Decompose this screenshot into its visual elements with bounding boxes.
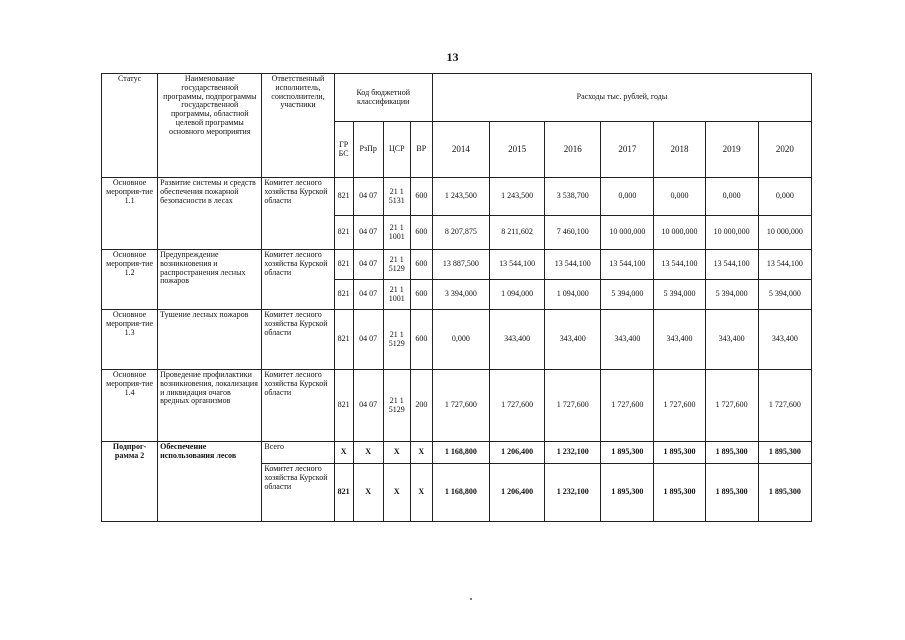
cell-grbs: 821 [334, 178, 353, 216]
scan-dot [470, 598, 472, 600]
cell-value: 1 895,300 [601, 442, 654, 464]
cell-value: 13 544,100 [490, 250, 545, 280]
row-executor: Комитет лесного хозяйства Курской области [262, 310, 334, 370]
cell-vr: 600 [410, 250, 432, 280]
header-code-grbs: ГР БС [334, 122, 353, 178]
cell-value: 8 207,875 [432, 216, 489, 250]
cell-vr: 600 [410, 280, 432, 310]
table-body [102, 178, 812, 522]
row-executor: Всего [262, 442, 334, 464]
cell-value: 0,000 [705, 178, 758, 216]
cell-value: 1 206,400 [490, 442, 545, 464]
cell-vr: 200 [410, 370, 432, 442]
cell-value: 343,400 [490, 310, 545, 370]
header-year-2017: 2017 [601, 122, 654, 178]
cell-value: 1 232,100 [545, 442, 601, 464]
cell-value: 1 895,300 [654, 442, 705, 464]
header-code-rzpr: РзПр [353, 122, 383, 178]
cell-value: 1 727,600 [545, 370, 601, 442]
cell-value: 3 538,700 [545, 178, 601, 216]
cell-vr: 600 [410, 178, 432, 216]
cell-value: 343,400 [705, 310, 758, 370]
cell-value: 5 394,000 [601, 280, 654, 310]
cell-grbs: 821 [334, 216, 353, 250]
header-year-2014: 2014 [432, 122, 489, 178]
cell-value: 10 000,000 [705, 216, 758, 250]
row-status: Подпрог-рамма 2 [102, 442, 158, 522]
header-status: Статус [102, 74, 158, 178]
header-name: Наименование государственной программы, подпрограммы государственной программы, областной целевой программы основного мероприятия [158, 74, 262, 178]
table-row [102, 442, 812, 464]
cell-value: 13 544,100 [601, 250, 654, 280]
cell-value: 0,000 [432, 310, 489, 370]
cell-value: 1 895,300 [601, 464, 654, 522]
header-year-2018: 2018 [654, 122, 705, 178]
cell-rzpr: X [353, 464, 383, 522]
cell-rzpr: 04 07 [353, 280, 383, 310]
cell-value: 1 094,000 [490, 280, 545, 310]
cell-value: 343,400 [545, 310, 601, 370]
cell-value: 5 394,000 [758, 280, 811, 310]
cell-value: 1 727,600 [490, 370, 545, 442]
cell-value: 10 000,000 [758, 216, 811, 250]
cell-value: 13 544,100 [758, 250, 811, 280]
cell-csr: 21 1 5131 [383, 178, 410, 216]
table-row [102, 310, 812, 370]
cell-rzpr: 04 07 [353, 178, 383, 216]
cell-rzpr: 04 07 [353, 250, 383, 280]
cell-rzpr: X [353, 442, 383, 464]
cell-csr: 21 1 1001 [383, 216, 410, 250]
row-name: Проведение профилактики возникновения, локализация и ликвидация очагов вредных организмов [158, 370, 262, 442]
row-executor: Комитет лесного хозяйства Курской области [262, 370, 334, 442]
cell-grbs: 821 [334, 280, 353, 310]
row-status: Основное мероприя-тие 1.1 [102, 178, 158, 250]
cell-csr: 21 1 5129 [383, 250, 410, 280]
row-executor: Комитет лесного хозяйства Курской области [262, 464, 334, 522]
table-header [102, 74, 812, 178]
cell-value: 1 727,600 [758, 370, 811, 442]
cell-value: 1 895,300 [758, 442, 811, 464]
row-name: Тушение лесных пожаров [158, 310, 262, 370]
header-year-2020: 2020 [758, 122, 811, 178]
cell-rzpr: 04 07 [353, 310, 383, 370]
cell-value: 1 895,300 [705, 464, 758, 522]
cell-value: 343,400 [654, 310, 705, 370]
cell-value: 1 168,800 [432, 464, 489, 522]
header-year-2019: 2019 [705, 122, 758, 178]
cell-value: 3 394,000 [432, 280, 489, 310]
cell-csr: X [383, 464, 410, 522]
cell-value: 1 243,500 [432, 178, 489, 216]
cell-grbs: 821 [334, 464, 353, 522]
header-code-csr: ЦСР [383, 122, 410, 178]
cell-value: 10 000,000 [601, 216, 654, 250]
cell-value: 1 232,100 [545, 464, 601, 522]
cell-value: 1 727,600 [705, 370, 758, 442]
row-status: Основное мероприя-тие 1.3 [102, 310, 158, 370]
table-row [102, 370, 812, 442]
cell-value: 0,000 [758, 178, 811, 216]
cell-csr: X [383, 442, 410, 464]
cell-value: 1 895,300 [758, 464, 811, 522]
cell-value: 13 887,500 [432, 250, 489, 280]
cell-value: 5 394,000 [654, 280, 705, 310]
header-executor: Ответственный исполнитель, соисполнители, участники [262, 74, 334, 178]
cell-value: 1 727,600 [601, 370, 654, 442]
cell-value: 1 727,600 [654, 370, 705, 442]
cell-vr: X [410, 464, 432, 522]
cell-value: 343,400 [601, 310, 654, 370]
header-code-vr: ВР [410, 122, 432, 178]
cell-grbs: 821 [334, 370, 353, 442]
row-executor: Комитет лесного хозяйства Курской области [262, 178, 334, 250]
row-status: Основное мероприя-тие 1.4 [102, 370, 158, 442]
cell-csr: 21 1 5129 [383, 310, 410, 370]
cell-value: 1 727,600 [432, 370, 489, 442]
cell-value: 343,400 [758, 310, 811, 370]
row-name: Предупреждение возникновения и распространения лесных пожаров [158, 250, 262, 310]
cell-value: 8 211,602 [490, 216, 545, 250]
cell-grbs: 821 [334, 310, 353, 370]
cell-csr: 21 1 1001 [383, 280, 410, 310]
table-row [102, 250, 812, 280]
cell-value: 0,000 [654, 178, 705, 216]
cell-value: 13 544,100 [654, 250, 705, 280]
cell-grbs: 821 [334, 250, 353, 280]
cell-value: 0,000 [601, 178, 654, 216]
header-expenses: Расходы тыс. рублей, годы [432, 74, 811, 122]
cell-vr: 600 [410, 310, 432, 370]
cell-value: 7 460,100 [545, 216, 601, 250]
header-year-2015: 2015 [490, 122, 545, 178]
row-status: Основное мероприя-тие 1.2 [102, 250, 158, 310]
cell-value: 1 895,300 [654, 464, 705, 522]
cell-value: 13 544,100 [705, 250, 758, 280]
cell-rzpr: 04 07 [353, 370, 383, 442]
page-number: 13 [446, 50, 459, 64]
cell-rzpr: 04 07 [353, 216, 383, 250]
cell-value: 1 094,000 [545, 280, 601, 310]
row-name: Обеспечение использования лесов [158, 442, 262, 522]
cell-grbs: X [334, 442, 353, 464]
row-name: Развитие системы и средств обеспечения пожарной безопасности в лесах [158, 178, 262, 250]
cell-value: 1 206,400 [490, 464, 545, 522]
cell-value: 13 544,100 [545, 250, 601, 280]
cell-csr: 21 1 5129 [383, 370, 410, 442]
header-budget-code: Код бюджетной классификации [334, 74, 432, 122]
cell-value: 1 895,300 [705, 442, 758, 464]
budget-table [101, 73, 812, 522]
row-executor: Комитет лесного хозяйства Курской области [262, 250, 334, 310]
cell-value: 1 243,500 [490, 178, 545, 216]
table-row [102, 178, 812, 216]
cell-value: 10 000,000 [654, 216, 705, 250]
cell-value: 5 394,000 [705, 280, 758, 310]
cell-vr: 600 [410, 216, 432, 250]
cell-vr: X [410, 442, 432, 464]
cell-value: 1 168,800 [432, 442, 489, 464]
header-year-2016: 2016 [545, 122, 601, 178]
